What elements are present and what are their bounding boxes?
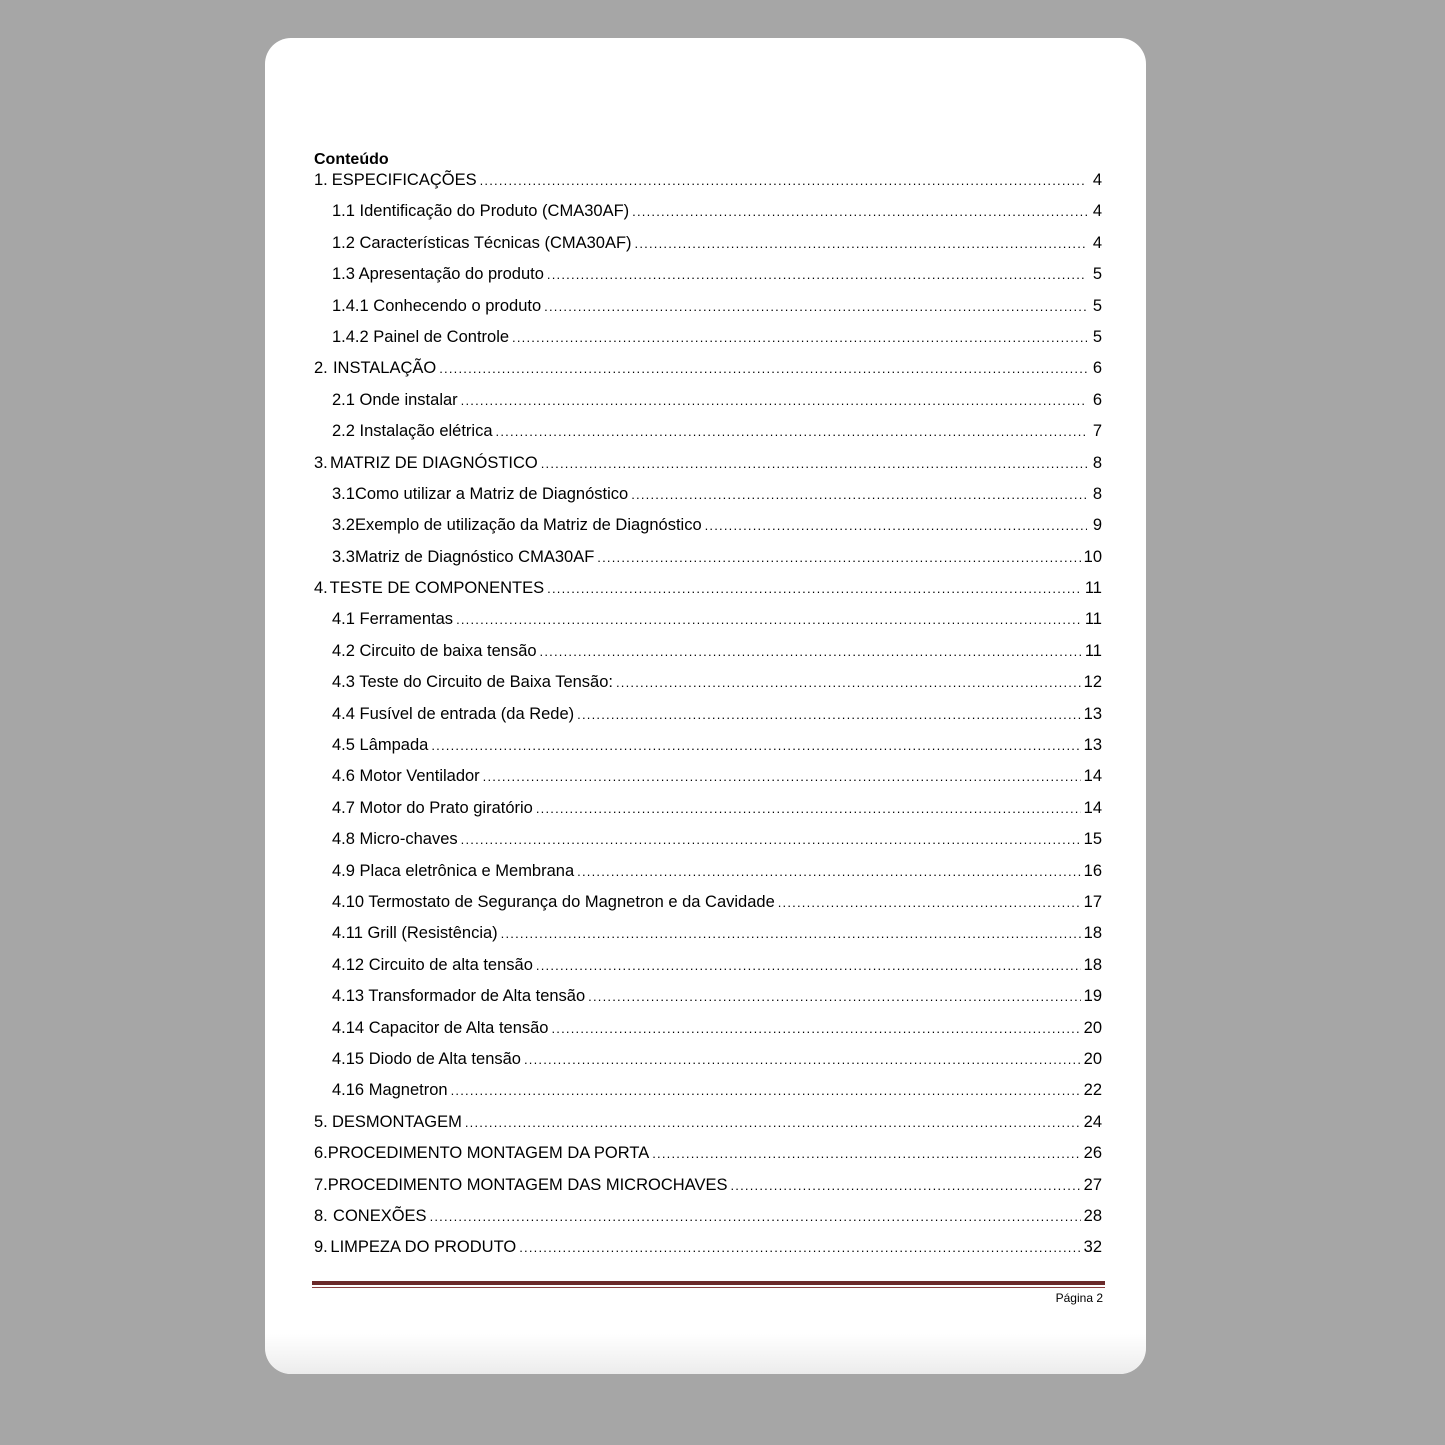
toc-entry-text: PROCEDIMENTO MONTAGEM DAS MICROCHAVES <box>327 1175 728 1194</box>
toc-dot-leader <box>577 864 1081 879</box>
toc-entry-text: ESPECIFICAÇÕES <box>331 171 477 189</box>
toc-entry-page: 26 <box>1083 1144 1102 1163</box>
toc-entry[interactable] <box>314 422 1102 453</box>
toc-entry-page: 13 <box>1083 736 1102 755</box>
toc-entry-page: 5 <box>1092 296 1102 315</box>
toc-entry-text: 2.1 Onde instalar <box>332 390 458 409</box>
toc-dot-leader <box>577 707 1080 722</box>
toc-entry-number: 3.3 <box>332 547 355 566</box>
toc-entry[interactable] <box>314 1238 1102 1269</box>
toc-entry-number: 2. <box>314 359 328 378</box>
toc-entry-number: 7. <box>314 1175 328 1194</box>
toc-dot-leader <box>431 738 1080 753</box>
toc-entry-page: 5 <box>1092 327 1102 346</box>
toc-dot-leader <box>451 1083 1081 1098</box>
toc-entry-page: 27 <box>1083 1175 1102 1194</box>
toc-dot-leader <box>705 518 1087 533</box>
footer-rule-thin <box>312 1287 1105 1288</box>
toc-entry-page: 12 <box>1083 673 1102 692</box>
toc-entry-page: 4 <box>1092 233 1102 252</box>
page-number: Página 2 <box>1055 1291 1103 1305</box>
toc-entry-page: 16 <box>1083 861 1102 880</box>
toc-dot-leader <box>465 1115 1081 1130</box>
toc-dot-leader <box>480 173 1087 188</box>
toc-entry[interactable] <box>314 265 1102 296</box>
toc-entry-list <box>314 171 1102 1270</box>
toc-dot-leader <box>501 926 1081 941</box>
toc-entry[interactable] <box>314 328 1102 359</box>
toc-entry-number: 3.1 <box>332 484 355 503</box>
toc-entry-page: 11 <box>1084 579 1102 598</box>
toc-entry[interactable] <box>314 736 1102 767</box>
toc-dot-leader <box>512 330 1087 345</box>
toc-entry-text: 1.4.2 Painel de Controle <box>332 327 510 346</box>
toc-entry-page: 20 <box>1083 1049 1102 1068</box>
toc-dot-leader <box>430 1209 1081 1224</box>
toc-entry[interactable] <box>314 171 1102 194</box>
toc-entry-text: 1.4.1 Conhecendo o produto <box>332 296 542 315</box>
toc-dot-leader <box>536 801 1081 816</box>
toc-entry-page: 7 <box>1092 422 1102 441</box>
toc-entry-text: DESMONTAGEM <box>332 1112 462 1131</box>
toc-entry[interactable] <box>314 1144 1102 1175</box>
toc-entry-number: 1. <box>314 171 328 189</box>
toc-entry-text: 4.10 Termostato de Segurança do Magnetron e da Cavidade <box>332 892 775 911</box>
toc-entry-text: 1.1 Identificação do Produto (CMA30AF) <box>332 202 630 221</box>
toc-dot-leader <box>730 1178 1080 1193</box>
toc-entry-text: 2.2 Instalação elétrica <box>332 422 493 441</box>
toc-entry[interactable] <box>314 642 1102 673</box>
toc-dot-leader <box>632 204 1087 219</box>
toc-dot-leader <box>439 361 1087 376</box>
toc-entry-page: 6 <box>1092 359 1102 378</box>
toc-entry[interactable] <box>314 297 1102 328</box>
toc-entry-page: 13 <box>1083 704 1102 723</box>
toc-entry[interactable] <box>314 548 1102 579</box>
toc-entry-text: 4.4 Fusível de entrada (da Rede) <box>332 704 575 723</box>
toc-dot-leader <box>778 895 1081 910</box>
toc-entry[interactable] <box>314 799 1102 830</box>
toc-entry-text: 4.9 Placa eletrônica e Membrana <box>332 861 575 880</box>
toc-entry-text: MATRIZ DE DIAGNÓSTICO <box>329 453 538 472</box>
toc-title: Conteúdo <box>314 151 389 168</box>
toc-entry-text: CONEXÕES <box>333 1206 427 1225</box>
toc-dot-leader <box>635 236 1087 251</box>
toc-entry[interactable] <box>314 359 1102 390</box>
footer-rule <box>312 1281 1105 1285</box>
toc-dot-leader <box>547 267 1087 282</box>
toc-entry-number: 9. <box>314 1238 328 1257</box>
toc-dot-leader <box>483 769 1081 784</box>
toc-entry-number: 4. <box>314 579 328 598</box>
toc-entry-page: 6 <box>1092 390 1102 409</box>
toc-entry-text: LIMPEZA DO PRODUTO <box>330 1238 517 1257</box>
toc-entry[interactable] <box>314 830 1102 861</box>
toc-dot-leader <box>551 1021 1080 1036</box>
toc-dot-leader <box>547 581 1082 596</box>
toc-dot-leader <box>456 612 1082 627</box>
toc-entry-page: 18 <box>1083 955 1102 974</box>
toc-entry-text: Exemplo de utilização da Matriz de Diagnóstico <box>354 516 702 535</box>
toc-entry[interactable] <box>314 391 1102 422</box>
toc-dot-leader <box>461 832 1081 847</box>
toc-entry-page: 8 <box>1092 484 1102 503</box>
toc-entry-text: 4.12 Circuito de alta tensão <box>332 955 533 974</box>
toc-dot-leader <box>519 1240 1080 1255</box>
toc-entry-page: 32 <box>1083 1238 1102 1257</box>
toc-entry-text: 4.1 Ferramentas <box>332 610 454 629</box>
toc-entry-text: 4.3 Teste do Circuito de Baixa Tensão: <box>332 673 613 692</box>
toc-dot-leader <box>544 299 1087 314</box>
toc-entry-text: 4.7 Motor do Prato giratório <box>332 798 533 817</box>
toc-entry[interactable] <box>314 516 1102 547</box>
toc-entry-text: 4.16 Magnetron <box>332 1081 448 1100</box>
toc-entry[interactable] <box>314 202 1102 233</box>
toc-dot-leader <box>631 487 1087 502</box>
toc-entry-number: 3.2 <box>332 516 355 535</box>
toc-dot-leader <box>541 456 1087 471</box>
toc-entry-page: 14 <box>1083 798 1102 817</box>
toc-entry-page: 11 <box>1084 610 1102 629</box>
toc-entry-page: 15 <box>1083 830 1102 849</box>
toc-dot-leader <box>616 675 1081 690</box>
toc-entry-page: 20 <box>1083 1018 1102 1037</box>
toc-entry-page: 28 <box>1083 1206 1102 1225</box>
toc-dot-leader <box>540 644 1082 659</box>
toc-entry-page: 22 <box>1083 1081 1102 1100</box>
toc-entry-number: 8. <box>314 1206 328 1225</box>
toc-dot-leader <box>588 989 1080 1004</box>
toc-dot-leader <box>652 1146 1080 1161</box>
toc-entry-text: 4.13 Transformador de Alta tensão <box>332 987 586 1006</box>
table-of-contents <box>314 149 1102 1270</box>
toc-entry[interactable] <box>314 485 1102 516</box>
toc-entry-text: 1.2 Características Técnicas (CMA30AF) <box>332 233 632 252</box>
toc-entry[interactable] <box>314 579 1102 610</box>
toc-entry-text: 4.5 Lâmpada <box>332 736 429 755</box>
toc-entry-page: 5 <box>1092 265 1102 284</box>
toc-entry-number: 5. <box>314 1112 328 1131</box>
toc-entry-text: TESTE DE COMPONENTES <box>329 579 545 598</box>
toc-entry-text: 4.8 Micro-chaves <box>332 830 458 849</box>
toc-entry[interactable] <box>314 610 1102 641</box>
toc-entry[interactable] <box>314 1081 1102 1112</box>
toc-entry[interactable] <box>314 673 1102 704</box>
toc-entry-page: 10 <box>1083 547 1102 566</box>
toc-entry-page: 4 <box>1092 202 1102 221</box>
toc-entry[interactable] <box>314 234 1102 265</box>
toc-entry-page: 8 <box>1092 453 1102 472</box>
toc-entry-page: 4 <box>1092 171 1102 189</box>
toc-entry-number: 6. <box>314 1144 328 1163</box>
toc-dot-leader <box>597 550 1080 565</box>
toc-entry[interactable] <box>314 893 1102 924</box>
toc-entry-page: 11 <box>1084 641 1102 660</box>
toc-entry-page: 17 <box>1083 892 1102 911</box>
page-shadow <box>265 1334 1146 1374</box>
toc-dot-leader <box>524 1052 1081 1067</box>
toc-entry[interactable] <box>314 1207 1102 1238</box>
toc-entry[interactable] <box>314 1113 1102 1144</box>
toc-entry[interactable] <box>314 705 1102 736</box>
toc-entry-text: 4.15 Diodo de Alta tensão <box>332 1049 521 1068</box>
toc-entry-text: 4.11 Grill (Resistência) <box>332 924 498 943</box>
toc-entry-page: 9 <box>1092 516 1102 535</box>
toc-entry-page: 24 <box>1083 1112 1102 1131</box>
toc-entry-text: 4.6 Motor Ventilador <box>332 767 480 786</box>
toc-entry-page: 14 <box>1083 767 1102 786</box>
toc-dot-leader <box>536 958 1081 973</box>
toc-entry-number: 3. <box>314 453 328 472</box>
toc-entry[interactable] <box>314 454 1102 485</box>
toc-entry-text: 4.2 Circuito de baixa tensão <box>332 641 537 660</box>
toc-entry-text: 4.14 Capacitor de Alta tensão <box>332 1018 549 1037</box>
toc-entry[interactable] <box>314 1019 1102 1050</box>
toc-entry-text: INSTALAÇÃO <box>332 359 437 378</box>
document-page <box>265 38 1146 1374</box>
toc-entry[interactable] <box>314 862 1102 893</box>
toc-entry-page: 18 <box>1083 924 1102 943</box>
toc-entry-text: Matriz de Diagnóstico CMA30AF <box>354 547 595 566</box>
toc-entry[interactable] <box>314 987 1102 1018</box>
toc-entry-text: 1.3 Apresentação do produto <box>332 265 544 284</box>
toc-entry[interactable] <box>314 767 1102 798</box>
toc-entry[interactable] <box>314 1050 1102 1081</box>
toc-dot-leader <box>496 424 1087 439</box>
toc-entry-page: 19 <box>1083 987 1102 1006</box>
toc-entry[interactable] <box>314 956 1102 987</box>
toc-entry-text: Como utilizar a Matriz de Diagnóstico <box>354 484 629 503</box>
toc-entry[interactable] <box>314 924 1102 955</box>
toc-dot-leader <box>461 393 1087 408</box>
toc-entry[interactable] <box>314 1176 1102 1207</box>
toc-entry-text: PROCEDIMENTO MONTAGEM DA PORTA <box>327 1144 650 1163</box>
